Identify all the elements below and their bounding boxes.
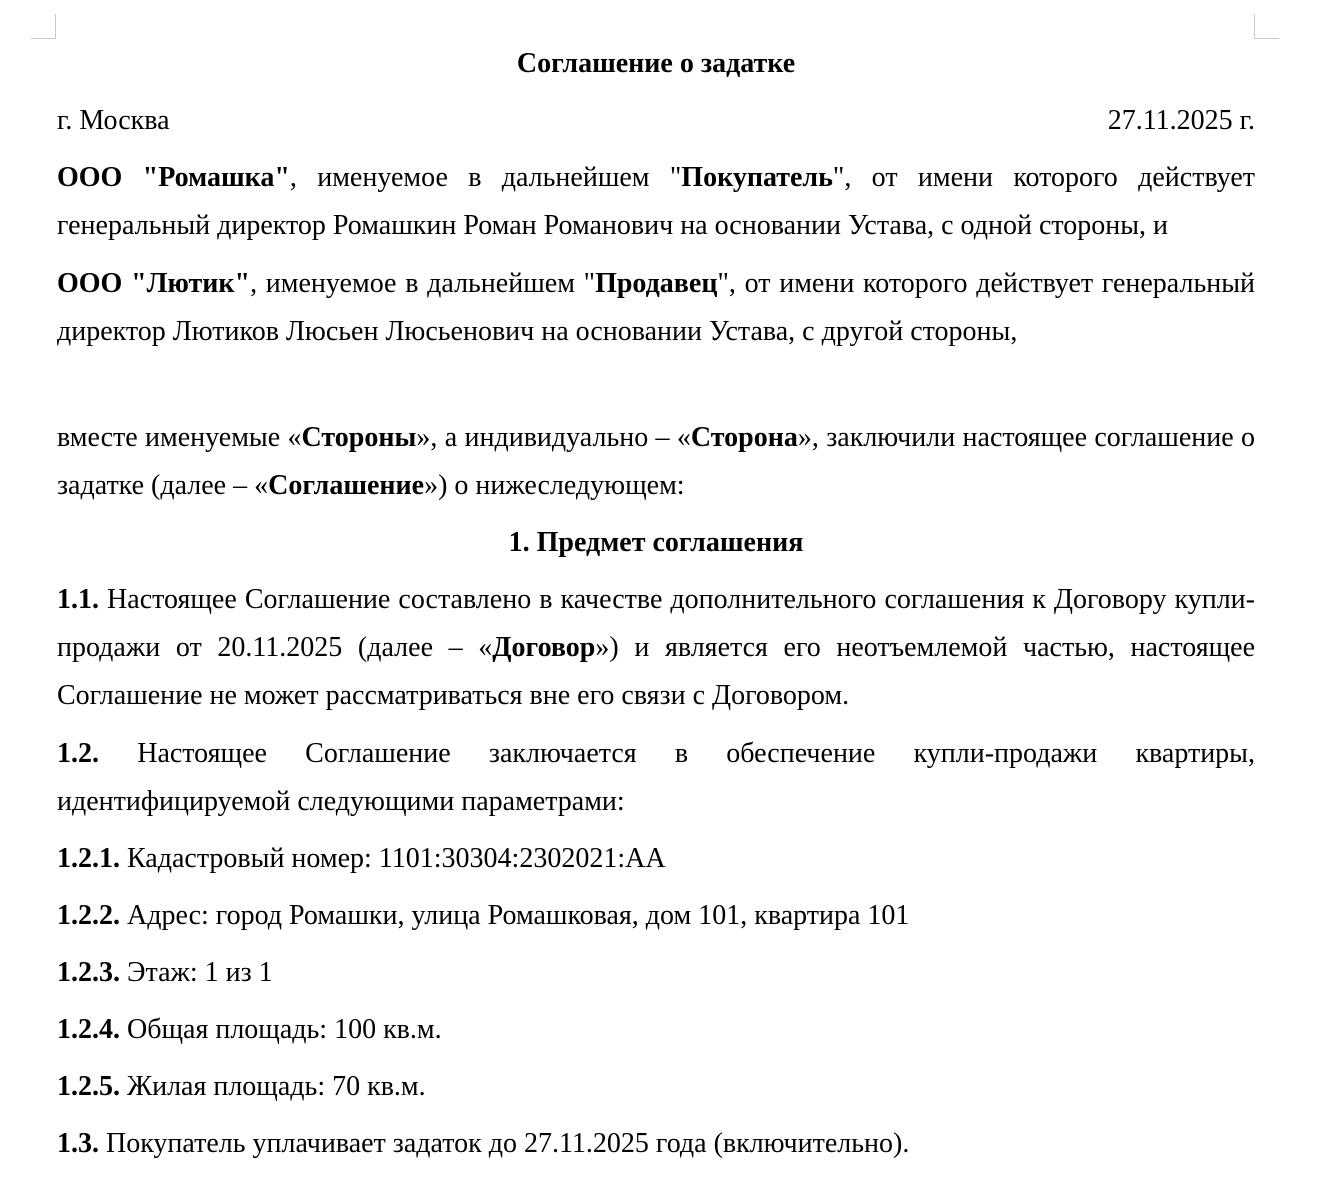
clause-text: Кадастровый номер: 1101:30304:2302021:АА: [120, 843, 666, 874]
clause-number: 1.2.: [57, 738, 99, 769]
clause-text: ») и является его неотъемлемой частью, настоящее Соглашение не может рассматриваться вне его связи с Договором.: [57, 632, 1255, 711]
seller-company-name: ООО "Лютик": [57, 268, 251, 299]
parties-text-2: », а индивидуально – «: [416, 422, 691, 453]
buyer-text-1: , именуемое в дальнейшем ": [289, 162, 682, 193]
parties-term-storony: Стороны: [301, 422, 417, 453]
document-date: 27.11.2025 г.: [1107, 105, 1255, 136]
clause-number: 1.2.1.: [57, 843, 120, 874]
clause-term-dogovor: Договор: [492, 632, 596, 663]
clause-text: Общая площадь: 100 кв.м.: [120, 1014, 442, 1045]
seller-text-2: ", от имени которого действует генеральный директор Лютиков Люсьен Люсьенович на основании Устава, с другой стороны,: [57, 268, 1256, 347]
seller-role: Продавец: [595, 268, 718, 299]
clause-number: 1.2.2.: [57, 900, 120, 931]
clause-1-2-5: [57, 1063, 1255, 1111]
clause-text: Настоящее Соглашение заключается в обеспечение купли-продажи квартиры, идентифицируемой следующими параметрами:: [57, 738, 1255, 817]
section-1-heading: 1. Предмет соглашения: [508, 527, 804, 558]
place-date-line: [57, 101, 1255, 141]
seller-text-1: , именуемое в дальнейшем ": [250, 268, 596, 299]
buyer-company-name: ООО "Ромашка": [57, 162, 290, 193]
clause-number: 1.3.: [57, 1128, 99, 1159]
document-city: г. Москва: [57, 105, 170, 136]
party-buyer-paragraph: [57, 154, 1255, 250]
clause-1-2-2: [57, 892, 1255, 940]
parties-text-1: вместе именуемые «: [57, 422, 302, 453]
clause-number: 1.2.3.: [57, 957, 120, 988]
party-seller-paragraph: [57, 260, 1255, 356]
clause-text: Жилая площадь: 70 кв.м.: [120, 1071, 426, 1102]
clause-1-2: [57, 730, 1255, 826]
parties-text-4: ») о нижеследующем:: [424, 470, 685, 501]
page-corner-mark-top-left: [31, 14, 56, 39]
clause-text: Настоящее Соглашение составлено в качестве дополнительного соглашения к Договору купли-продажи от 20.11.2025 (далее – «: [57, 584, 1255, 663]
parties-term-soglashenie: Соглашение: [268, 470, 425, 501]
clause-1-3: [57, 1120, 1255, 1168]
clause-1-1: [57, 576, 1255, 720]
clause-1-2-3: [57, 949, 1255, 997]
clause-text: Этаж: 1 из 1: [120, 957, 273, 988]
parties-term-storona: Сторона: [690, 422, 798, 453]
document-title: Соглашение о задатке: [516, 48, 796, 79]
clause-number: 1.2.4.: [57, 1014, 120, 1045]
page-corner-mark-top-right: [1254, 14, 1279, 39]
clause-text: Покупатель уплачивает задаток до 27.11.2025 года (включительно).: [99, 1128, 910, 1159]
clause-1-2-4: [57, 1006, 1255, 1054]
parties-clause-paragraph: [57, 414, 1255, 510]
parties-text-3: », заключили настоящее соглашение о задатке (далее – «: [57, 422, 1256, 501]
clause-text: Адрес: город Ромашки, улица Ромашковая, дом 101, квартира 101: [120, 900, 910, 931]
buyer-role: Покупатель: [681, 162, 833, 193]
buyer-text-2: ", от имени которого действует генеральный директор Ромашкин Роман Романович на основании Устава, с одной стороны, и: [57, 162, 1256, 241]
clause-1-2-1: [57, 835, 1255, 883]
clause-number: 1.1.: [57, 584, 99, 615]
clause-number: 1.2.5.: [57, 1071, 120, 1102]
